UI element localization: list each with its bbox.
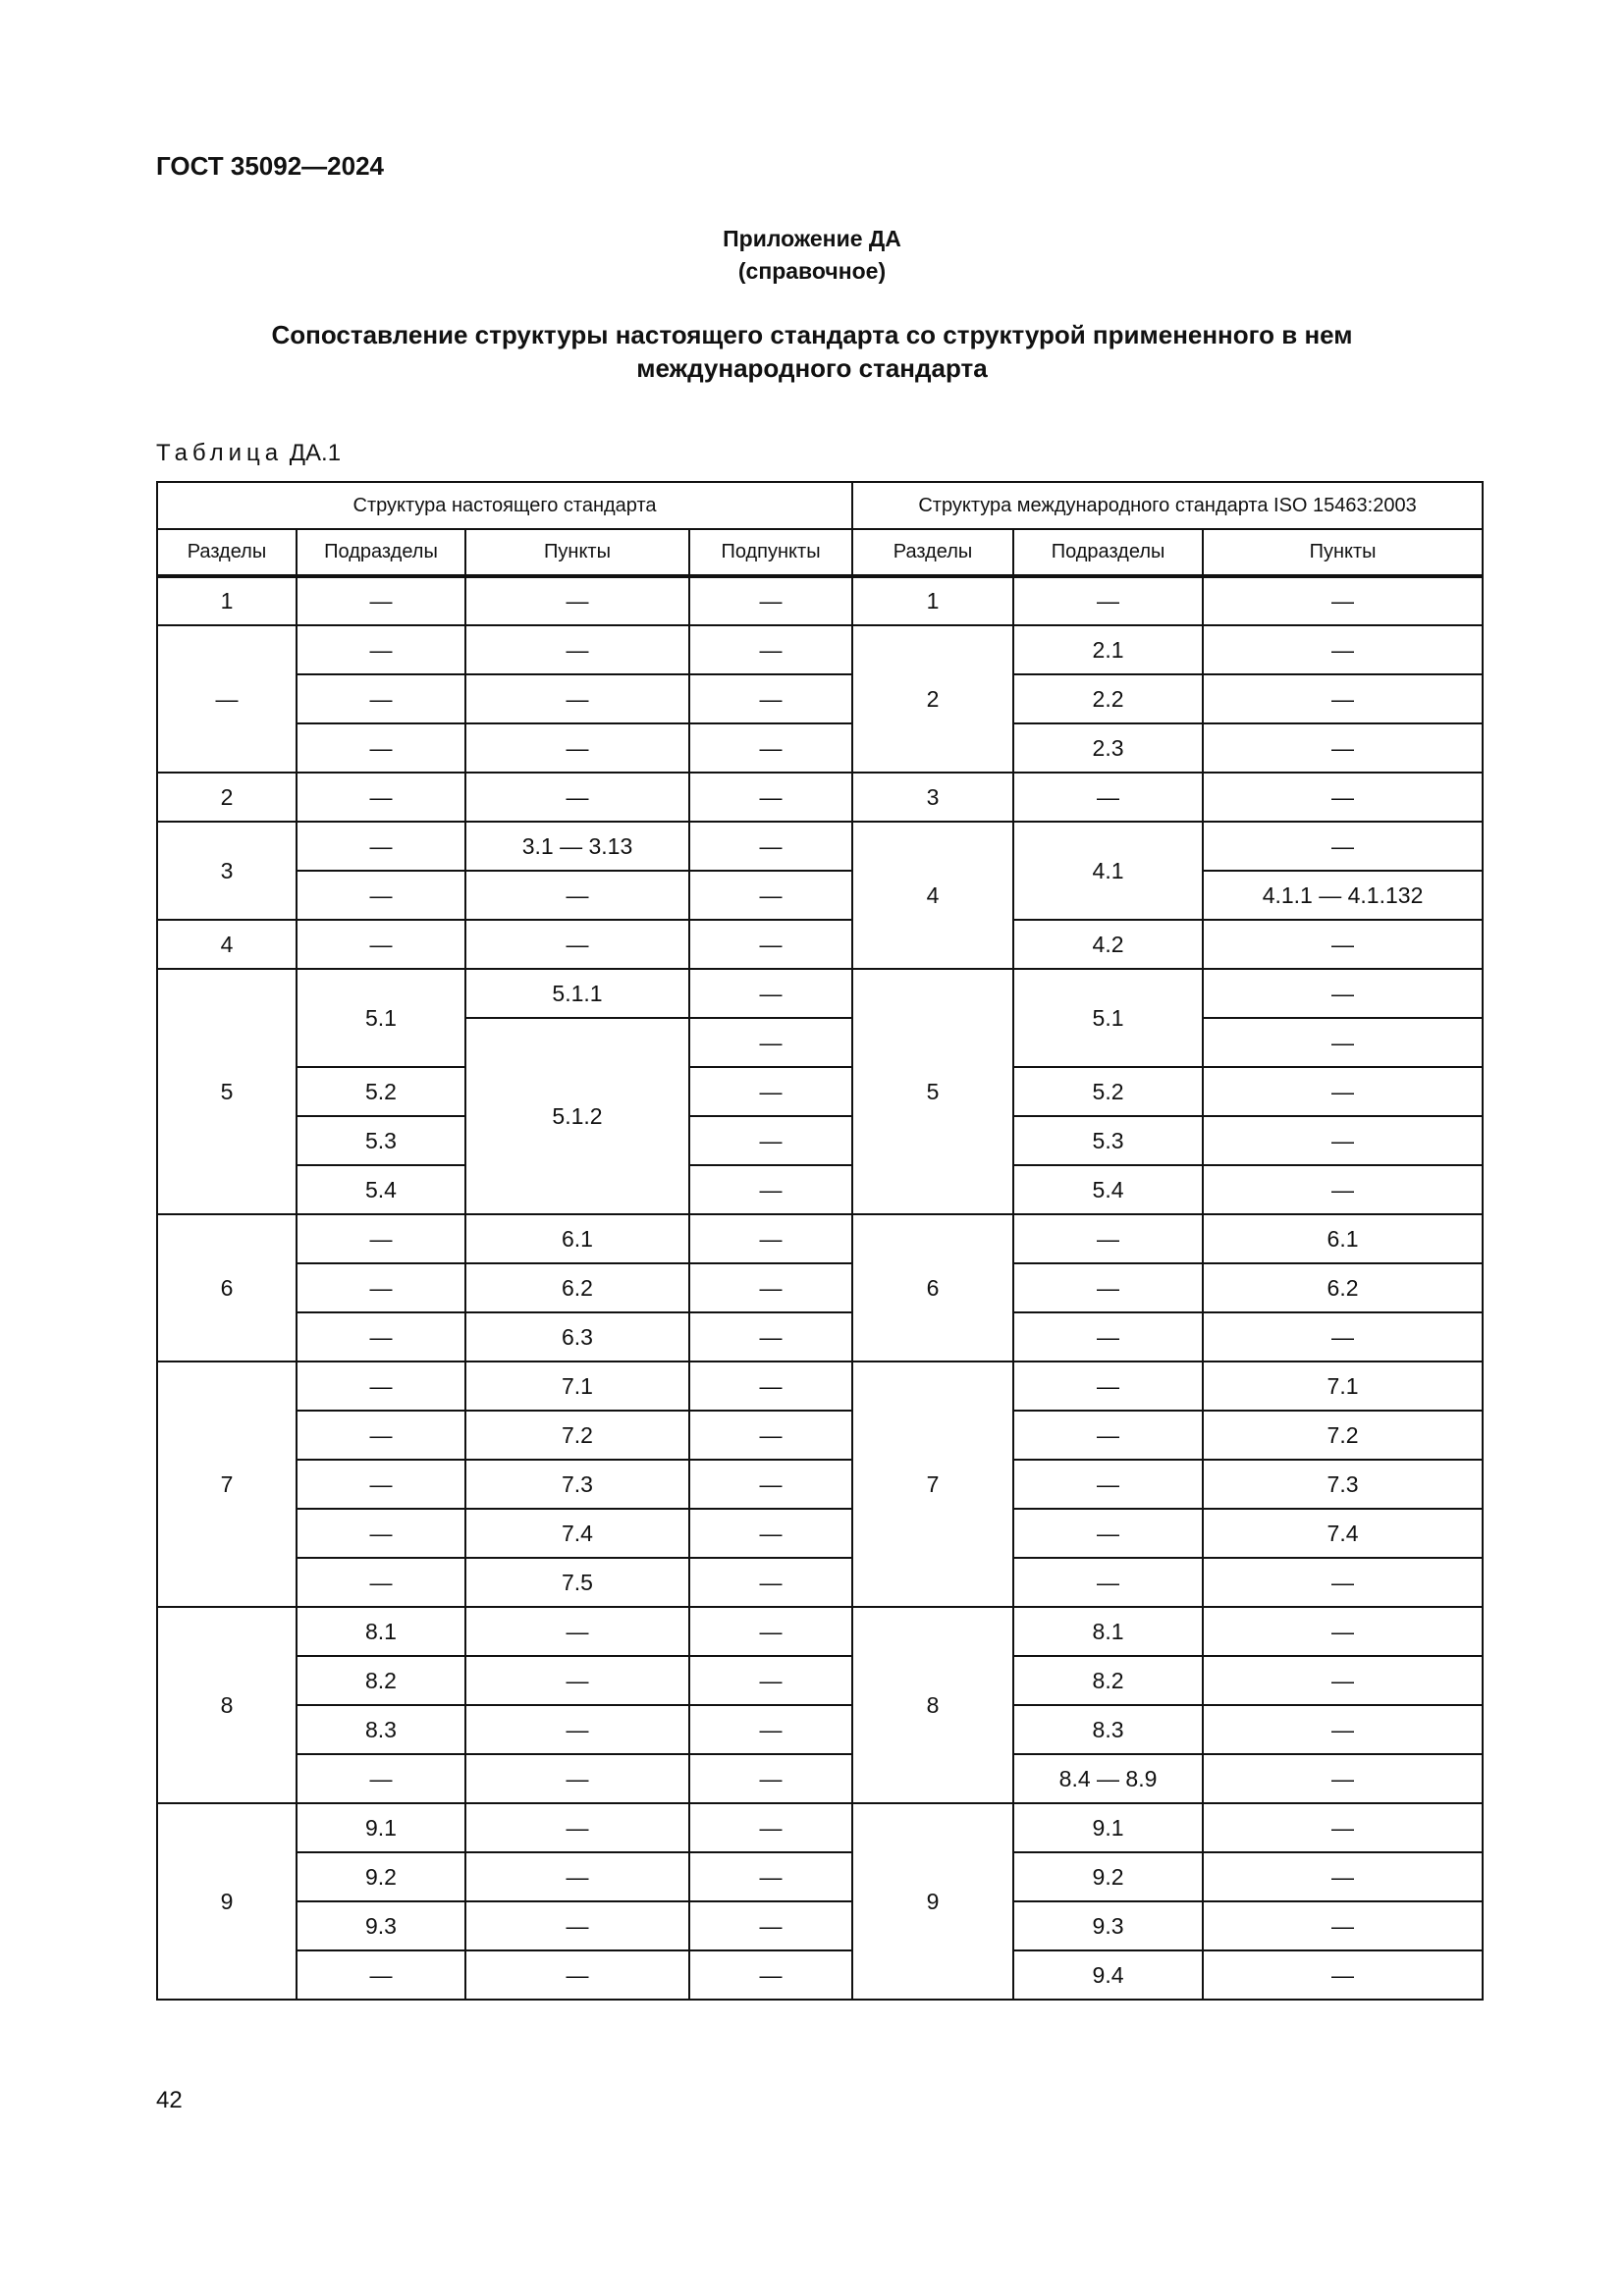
table-row — [157, 1312, 1483, 1362]
table-cell: 7.2 — [465, 1411, 689, 1460]
table-cell: — — [689, 920, 852, 969]
group-header-current-standard: Структура настоящего стандарта — [157, 482, 852, 529]
table-row — [157, 1362, 1483, 1411]
table-cell: 8.1 — [1013, 1607, 1203, 1656]
table-cell: 8.3 — [1013, 1705, 1203, 1754]
table-cell: 1 — [852, 576, 1013, 625]
table-cell: — — [689, 1754, 852, 1803]
table-cell: 7.3 — [465, 1460, 689, 1509]
table-cell: — — [465, 625, 689, 674]
table-row — [157, 871, 1483, 920]
comparison-table — [156, 481, 1484, 2001]
table-cell: 9 — [852, 1803, 1013, 2000]
table-row — [157, 1656, 1483, 1705]
table-cell: — — [689, 723, 852, 773]
table-cell: — — [1203, 1803, 1483, 1852]
table-cell: 7.4 — [1203, 1509, 1483, 1558]
table-cell: — — [689, 1656, 852, 1705]
table-row — [157, 1509, 1483, 1558]
table-cell: 8.2 — [297, 1656, 465, 1705]
column-header: Разделы — [852, 529, 1013, 576]
table-cell: — — [465, 871, 689, 920]
document-code: ГОСТ 35092—2024 — [156, 151, 384, 181]
table-cell: 7 — [157, 1362, 297, 1607]
table-cell: 4.1.1 — 4.1.132 — [1203, 871, 1483, 920]
table-row — [157, 1950, 1483, 2000]
table-cell: — — [1013, 1362, 1203, 1411]
table-cell: 9.1 — [297, 1803, 465, 1852]
table-cell: — — [1203, 1558, 1483, 1607]
table-cell: 3 — [157, 822, 297, 920]
table-caption — [156, 440, 341, 467]
table-cell: 8.1 — [297, 1607, 465, 1656]
table-cell: 6.1 — [1203, 1214, 1483, 1263]
table-cell: 7 — [852, 1362, 1013, 1607]
table-cell: 6.1 — [465, 1214, 689, 1263]
table-cell: 5 — [852, 969, 1013, 1214]
table-cell: — — [1013, 1411, 1203, 1460]
table-cell: 7.4 — [465, 1509, 689, 1558]
table-cell: — — [465, 1950, 689, 2000]
table-cell: 4.2 — [1013, 920, 1203, 969]
table-cell: — — [297, 1509, 465, 1558]
table-cell: — — [1013, 1312, 1203, 1362]
table-cell: — — [689, 1460, 852, 1509]
table-row — [157, 1067, 1483, 1116]
table-cell: — — [1203, 1754, 1483, 1803]
table-cell: — — [689, 1165, 852, 1214]
table-cell: — — [689, 1558, 852, 1607]
document-title-line-1: Сопоставление структуры настоящего стандарта со структурой примененного в нем — [271, 320, 1353, 349]
table-cell: — — [465, 1754, 689, 1803]
table-cell: — — [689, 1312, 852, 1362]
table-cell: 5.1.2 — [465, 1018, 689, 1214]
table-cell: — — [465, 773, 689, 822]
table-cell: — — [297, 920, 465, 969]
table-cell: 6.2 — [465, 1263, 689, 1312]
table-cell: 3.1 — 3.13 — [465, 822, 689, 871]
column-header: Разделы — [157, 529, 297, 576]
table-cell: — — [689, 1852, 852, 1901]
table-cell: — — [689, 1214, 852, 1263]
appendix-title: Приложение ДА — [723, 226, 901, 251]
table-cell: — — [465, 723, 689, 773]
table-cell: 5 — [157, 969, 297, 1214]
table-cell: — — [689, 674, 852, 723]
table-cell: — — [465, 1656, 689, 1705]
table-row — [157, 1558, 1483, 1607]
table-cell: — — [297, 1214, 465, 1263]
table-cell: — — [297, 1263, 465, 1312]
group-header-international-standard: Структура международного стандарта ISO 15463:2003 — [852, 482, 1483, 529]
table-cell: — — [1203, 1901, 1483, 1950]
table-cell: 4 — [852, 822, 1013, 969]
table-cell: — — [157, 625, 297, 773]
table-row — [157, 674, 1483, 723]
table-cell: — — [689, 969, 852, 1018]
table-cell: — — [1203, 822, 1483, 871]
table-cell: 7.3 — [1203, 1460, 1483, 1509]
table-cell: — — [689, 1705, 852, 1754]
table-cell: — — [297, 1411, 465, 1460]
table-cell: — — [297, 1460, 465, 1509]
table-row — [157, 1852, 1483, 1901]
table-cell: 6 — [157, 1214, 297, 1362]
table-cell: 7.1 — [1203, 1362, 1483, 1411]
table-caption-id: ДА.1 — [289, 440, 342, 466]
table-cell: 5.1 — [1013, 969, 1203, 1067]
appendix-kind: (справочное) — [737, 258, 887, 284]
table-cell: 6 — [852, 1214, 1013, 1362]
table-cell: 8 — [852, 1607, 1013, 1803]
table-cell: — — [1013, 576, 1203, 625]
table-cell: — — [1203, 969, 1483, 1018]
table-cell: — — [1203, 1656, 1483, 1705]
table-cell: 2 — [852, 625, 1013, 773]
table-cell: — — [1203, 674, 1483, 723]
table-row — [157, 625, 1483, 674]
table-cell: 5.3 — [297, 1116, 465, 1165]
table-cell: — — [689, 1018, 852, 1067]
column-header: Подразделы — [1013, 529, 1203, 576]
table-cell: — — [297, 1312, 465, 1362]
table-cell: — — [297, 1950, 465, 2000]
table-cell: — — [689, 1607, 852, 1656]
table-cell: — — [1203, 1950, 1483, 2000]
table-cell: 2.1 — [1013, 625, 1203, 674]
table-cell: — — [1203, 625, 1483, 674]
table-cell: — — [1203, 1018, 1483, 1067]
table-cell: — — [689, 1803, 852, 1852]
table-cell: 4 — [157, 920, 297, 969]
table-caption-word: Таблица — [156, 440, 284, 466]
table-row — [157, 576, 1483, 625]
table-cell: — — [465, 1705, 689, 1754]
table-cell: — — [297, 576, 465, 625]
table-cell: — — [689, 1263, 852, 1312]
page-number: 42 — [156, 2087, 183, 2113]
table-row — [157, 1754, 1483, 1803]
column-header: Подпункты — [689, 529, 852, 576]
table-cell: — — [465, 576, 689, 625]
table-cell: — — [689, 625, 852, 674]
table-cell: — — [1203, 1165, 1483, 1214]
document-title-line-2: международного стандарта — [636, 353, 988, 383]
table-cell: — — [689, 1411, 852, 1460]
table-cell: — — [297, 871, 465, 920]
table-cell: — — [297, 773, 465, 822]
table-row — [157, 1460, 1483, 1509]
table-cell: 9.3 — [297, 1901, 465, 1950]
table-cell: 7.5 — [465, 1558, 689, 1607]
table-cell: — — [1013, 1214, 1203, 1263]
table-row — [157, 1214, 1483, 1263]
table-cell: — — [297, 1754, 465, 1803]
table-cell: — — [465, 674, 689, 723]
table-cell: 9.2 — [297, 1852, 465, 1901]
table-cell: — — [465, 1607, 689, 1656]
table-row — [157, 773, 1483, 822]
table-cell: — — [1203, 1067, 1483, 1116]
table-cell: — — [689, 1509, 852, 1558]
table-cell: — — [1203, 1705, 1483, 1754]
table-cell: 5.4 — [1013, 1165, 1203, 1214]
table-cell: 5.4 — [297, 1165, 465, 1214]
table-cell: — — [689, 1950, 852, 2000]
table-cell: — — [1203, 1116, 1483, 1165]
column-header: Подразделы — [297, 529, 465, 576]
table-cell: 5.3 — [1013, 1116, 1203, 1165]
table-cell: 9.2 — [1013, 1852, 1203, 1901]
table-cell: 9.4 — [1013, 1950, 1203, 2000]
table-cell: 5.2 — [1013, 1067, 1203, 1116]
table-cell: 1 — [157, 576, 297, 625]
table-row — [157, 969, 1483, 1018]
table-cell: — — [689, 1901, 852, 1950]
table-cell: — — [465, 920, 689, 969]
table-row — [157, 1803, 1483, 1852]
table-cell: 5.1.1 — [465, 969, 689, 1018]
table-cell: 4.1 — [1013, 822, 1203, 920]
table-row — [157, 920, 1483, 969]
table-cell: — — [1203, 1312, 1483, 1362]
table-row — [157, 1411, 1483, 1460]
table-cell: 8.4 — 8.9 — [1013, 1754, 1203, 1803]
table-cell: 8.3 — [297, 1705, 465, 1754]
table-row — [157, 822, 1483, 871]
table-cell: — — [1013, 1509, 1203, 1558]
table-cell: — — [689, 1362, 852, 1411]
table-cell: — — [689, 871, 852, 920]
table-row — [157, 1607, 1483, 1656]
table-cell: — — [1203, 576, 1483, 625]
table-cell: — — [689, 1067, 852, 1116]
table-cell: — — [1203, 1607, 1483, 1656]
table-row — [157, 723, 1483, 773]
table-cell: 8.2 — [1013, 1656, 1203, 1705]
table-cell: — — [689, 822, 852, 871]
table-row — [157, 1263, 1483, 1312]
table-cell: 7.2 — [1203, 1411, 1483, 1460]
table-cell: — — [689, 773, 852, 822]
table-cell: 2 — [157, 773, 297, 822]
table-cell: 9 — [157, 1803, 297, 2000]
table-cell: — — [1203, 1852, 1483, 1901]
table-cell: 7.1 — [465, 1362, 689, 1411]
table-cell: 5.1 — [297, 969, 465, 1067]
table-cell: — — [1203, 723, 1483, 773]
table-cell: 3 — [852, 773, 1013, 822]
table-cell: — — [1203, 920, 1483, 969]
column-header: Пункты — [1203, 529, 1483, 576]
table-cell: — — [465, 1901, 689, 1950]
table-cell: — — [1013, 1460, 1203, 1509]
table-cell: — — [465, 1803, 689, 1852]
table-cell: 8 — [157, 1607, 297, 1803]
table-row — [157, 1116, 1483, 1165]
table-cell: — — [689, 576, 852, 625]
table-cell: — — [689, 1116, 852, 1165]
table-cell: — — [297, 674, 465, 723]
column-header: Пункты — [465, 529, 689, 576]
table-cell: 9.3 — [1013, 1901, 1203, 1950]
table-cell: 2.3 — [1013, 723, 1203, 773]
table-cell: — — [297, 822, 465, 871]
table-cell: — — [1013, 1263, 1203, 1312]
table-row — [157, 1705, 1483, 1754]
table-cell: — — [1203, 773, 1483, 822]
table-cell: — — [297, 723, 465, 773]
table-cell: — — [297, 625, 465, 674]
table-row — [157, 1901, 1483, 1950]
table-cell: — — [1013, 773, 1203, 822]
table-cell: — — [1013, 1558, 1203, 1607]
table-cell: 6.2 — [1203, 1263, 1483, 1312]
table-cell: 5.2 — [297, 1067, 465, 1116]
table-cell: — — [297, 1362, 465, 1411]
table-cell: — — [465, 1852, 689, 1901]
table-cell: — — [297, 1558, 465, 1607]
table-cell: 6.3 — [465, 1312, 689, 1362]
table-cell: 2.2 — [1013, 674, 1203, 723]
table-row — [157, 1165, 1483, 1214]
table-cell: 9.1 — [1013, 1803, 1203, 1852]
